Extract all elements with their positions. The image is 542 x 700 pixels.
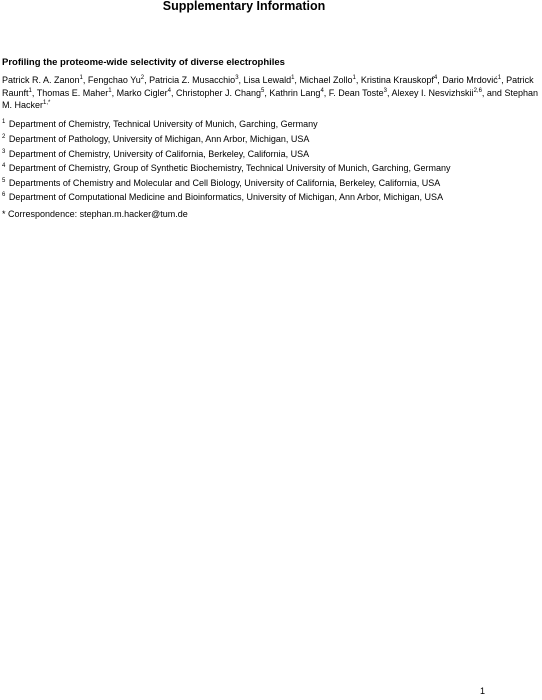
author-affiliation-mark: 1 (291, 75, 295, 81)
page-title: Supplementary Information (162, 0, 326, 13)
affiliation-2 (2, 134, 309, 145)
author-affiliation-mark: 1 (108, 87, 112, 94)
author-name: Fengchao Yu (87, 75, 141, 85)
author-affiliation-mark: 1 (28, 87, 32, 94)
author-affiliation-mark: 2,6 (473, 87, 482, 94)
author-name: Thomas E. Maher (36, 87, 109, 98)
author-name: Kathrin Lang (269, 87, 321, 98)
affiliation-number: 4 (2, 163, 6, 169)
affiliation-number: 1 (2, 119, 6, 125)
author-affiliation-mark: 3 (383, 87, 388, 94)
affiliation-1 (2, 119, 318, 130)
affiliation-text: Department of Pathology, University of Michigan, Ann Arbor, Michigan, USA (8, 134, 310, 144)
author-separator: , and (481, 87, 505, 98)
author-separator: , (501, 75, 507, 85)
affiliation-text: Department of Computational Medicine and Bioinformatics, University of Michigan, Ann Arbor, Michigan, USA (8, 192, 444, 202)
author-affiliation-mark: 1 (497, 75, 502, 81)
author-separator: , (31, 87, 37, 98)
affiliation-number: 2 (2, 134, 6, 140)
affiliation-text: Department of Chemistry, Group of Synthetic Biochemistry, Technical University of Munich, Garching, Germany (8, 163, 451, 173)
author-name: Alexey I. Nesvizhskii (391, 87, 474, 98)
author-affiliation-mark: 1 (352, 75, 356, 81)
author-name: Kristina Krauskopf (360, 75, 434, 85)
author-name: Christopher J. Chang (175, 87, 262, 98)
author-separator: , (294, 75, 300, 85)
author-separator: , (387, 87, 392, 98)
paper-title: Profiling the proteome-wide selectivity of diverse electrophiles (2, 57, 285, 68)
author-name: F. Dean Toste (328, 87, 384, 98)
author-affiliation-mark: 1,* (43, 100, 51, 106)
author-affiliation-mark: 4 (167, 87, 171, 94)
author-list (2, 74, 542, 112)
affiliation-text: Department of Chemistry, University of California, Berkeley, California, USA (8, 149, 310, 159)
affiliation-3 (2, 149, 309, 160)
author-name: Patrick R. A. Zanon (2, 75, 80, 85)
affiliation-number: 3 (2, 149, 6, 155)
author-separator: , (437, 75, 443, 85)
affiliation-number: 6 (2, 192, 6, 198)
correspondence-mark: * (2, 209, 6, 219)
author-affiliation-mark: 4 (433, 75, 438, 81)
author-name: Dario Mrdović (442, 75, 498, 85)
affiliation-text: Department of Chemistry, Technical University of Munich, Garching, Germany (8, 119, 318, 129)
author-separator: , (170, 87, 176, 98)
author-name: Lisa Lewald (243, 75, 292, 85)
author-affiliation-mark: 1 (79, 75, 83, 81)
author-name: Stephan M. Hacker (2, 87, 538, 110)
author-name: Patricia Z. Musacchio (149, 75, 236, 85)
author-affiliation-mark: 4 (320, 87, 324, 94)
author-name: Marko Cigler (116, 87, 168, 98)
page-number: 1 (479, 686, 485, 696)
correspondence-text: Correspondence: stephan.m.hacker@tum.de (8, 209, 188, 219)
author-separator: , (144, 75, 150, 85)
author-affiliation-mark: 5 (261, 87, 265, 94)
author-separator: , (355, 75, 361, 85)
correspondence (2, 209, 188, 220)
author-name: Patrick Raunft (2, 75, 534, 98)
author-separator: , (111, 87, 117, 98)
author-separator: , (323, 87, 329, 98)
affiliation-text: Departments of Chemistry and Molecular and Cell Biology, University of California, Berkeley, California, USA (8, 178, 441, 188)
affiliation-5 (2, 178, 440, 189)
author-affiliation-mark: 3 (235, 75, 239, 81)
affiliation-6 (2, 192, 443, 203)
affiliation-4 (2, 163, 451, 174)
author-affiliation-mark: 2 (140, 75, 145, 81)
author-separator: , (82, 75, 88, 85)
author-separator: , (264, 87, 270, 98)
author-separator: , (238, 75, 244, 85)
affiliation-number: 5 (2, 178, 6, 184)
author-name: Michael Zollo (299, 75, 353, 85)
